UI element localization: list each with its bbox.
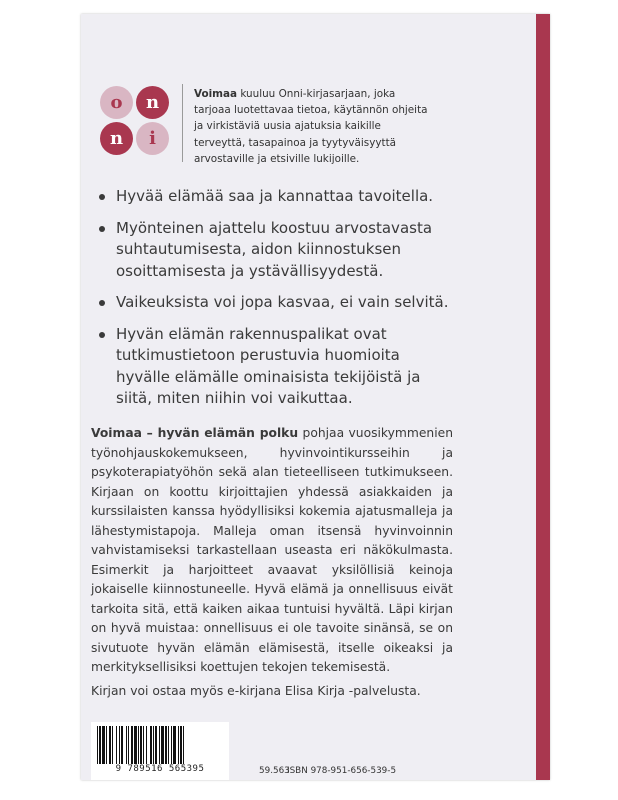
barcode-bars	[97, 726, 223, 764]
series-title: Voimaa	[194, 88, 238, 100]
bullet-icon	[99, 300, 105, 306]
bullet-icon	[99, 332, 105, 338]
bullet-text: Hyvän elämän rakennuspalikat ovat tutkimustietoon perustuvia huomioita hyvälle elämälle ominaisista tekijöistä ja siitä, miten niihin voi vaikuttaa.	[116, 324, 421, 407]
logo-letter-i: i	[136, 122, 169, 155]
bullet-list	[91, 186, 451, 420]
logo-letter-o: o	[100, 86, 133, 119]
bullet-item	[91, 186, 451, 208]
book-description	[91, 424, 453, 678]
logo-letter-n2: n	[100, 122, 133, 155]
logo-letter-n: n	[136, 86, 169, 119]
description-text: pohjaa vuosikymmenien työnohjauskokemukseen, hyvinvointikursseihin ja psykoterapiatyöhön sekä alan tieteelliseen tutkimukseen. Kirjaan on koottu kirjoittajien yhdessä asiakkaiden ja kurssilaisten kanssa hyödyllisiksi kokemia ajatusmalleja ja lähestymistapoja. Malleja oman itsensä hyvinvoinnin vahvistamiseksi tarkastellaan useasta eri näkökulmasta. Esimerkit ja harjoitteet avaavat yksilöllisiä keinoja jokaiselle kiinnostuneelle. Hyvä elämä ja onnellisuus eivät tarkoita sitä, että kaiken aikaa tuntuisi hyvältä. Läpi kirjan on hyvä muistaa: onnellisuus ei ole tavoite sinänsä, se on sivutuote hyvän elämän elämisestä, itselle oikeaksi ja merkityksellisiksi koettujen tekojen tekemisestä.	[91, 426, 453, 674]
bullet-text: Myönteinen ajattelu koostuu arvostavasta suhtautumisesta, aidon kiinnostuksen osoittamisesta ja ystävällisyydestä.	[116, 218, 433, 280]
series-intro	[194, 86, 429, 167]
bullet-item	[91, 218, 451, 283]
barcode-digits: 9 789516 565395	[115, 764, 205, 774]
bullet-text: Hyvää elämää saa ja kannattaa tavoitella.	[116, 187, 434, 205]
bullet-icon	[99, 194, 105, 200]
series-intro-text: kuuluu Onni-kirjasarjaan, joka tarjoaa luotettavaa tietoa, käytännön ohjeita ja virkistäviä uusia ajatuksia kaikille terveyttä, tasapainoa ja tyytyväisyyttä arvostaville ja etsiville lukijoille.	[194, 88, 428, 165]
isbn: ISBN 978-951-656-539-5	[287, 766, 397, 776]
bullet-item	[91, 324, 451, 410]
bullet-item	[91, 292, 451, 314]
barcode	[91, 722, 229, 780]
book-back-cover	[81, 14, 550, 780]
product-code: 59.563	[259, 766, 290, 776]
bullet-icon	[99, 226, 105, 232]
book-title: Voimaa – hyvän elämän polku	[91, 426, 299, 440]
onni-logo	[100, 86, 170, 156]
ebook-note: Kirjan voi ostaa myös e-kirjana Elisa Kirja -palvelusta.	[91, 684, 421, 698]
logo-divider	[182, 84, 183, 162]
spine-edge	[536, 14, 550, 780]
bullet-text: Vaikeuksista voi jopa kasvaa, ei vain selvitä.	[116, 293, 449, 311]
